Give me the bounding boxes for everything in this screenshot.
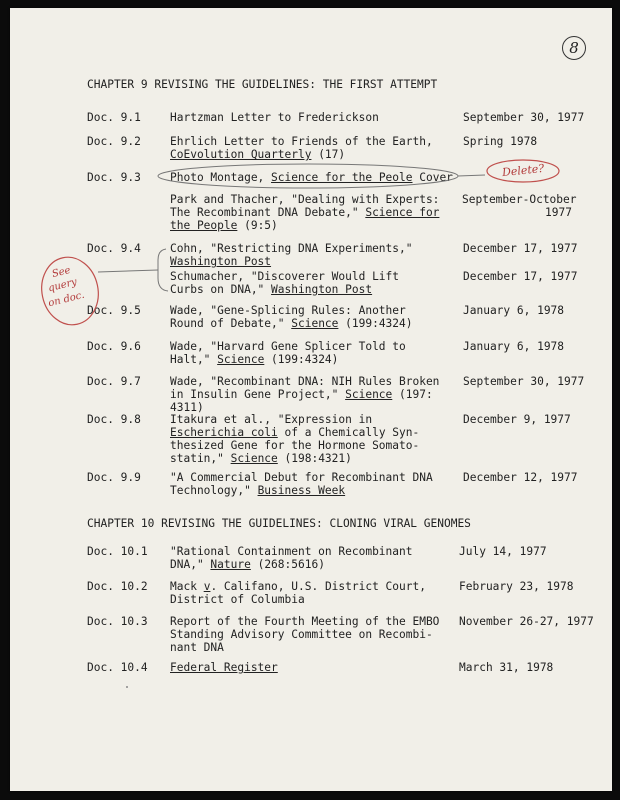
doc-number: Doc. 9.1 — [87, 111, 141, 124]
doc-title: Cohn, "Restricting DNA Experiments," — [170, 242, 413, 255]
doc-title-line: Washington Post — [271, 283, 373, 296]
doc-number: Doc. 9.6 — [87, 340, 141, 353]
doc-number: Doc. 10.1 — [87, 545, 148, 558]
doc-title: Mack v. Califano, U.S. District Court, — [170, 580, 426, 593]
doc-title-line: Science — [345, 388, 393, 401]
pencil-connector — [98, 270, 158, 272]
doc-title: Hartzman Letter to Frederickson — [170, 111, 379, 124]
doc-title-line: Science — [291, 317, 339, 330]
doc-title: thesized Gene for the Hormone Somato- — [170, 439, 420, 452]
chapter-heading: CHAPTER 9 REVISING THE GUIDELINES: THE FIRST ATTEMPT — [87, 78, 438, 91]
doc-title: Standing Advisory Committee on Recombi- — [170, 628, 433, 641]
doc-title-line: Science — [230, 452, 278, 465]
doc-title: The Recombinant DNA Debate," Science for — [170, 206, 440, 219]
doc-title-line: CoEvolution Quarterly — [170, 148, 312, 161]
doc-title: statin," Science (198:4321) — [170, 452, 352, 465]
doc-title: Washington Post — [170, 255, 272, 268]
doc-title: DNA," Nature (268:5616) — [170, 558, 325, 571]
doc-title: Round of Debate," Science (199:4324) — [170, 317, 413, 330]
doc-number: Doc. 9.7 — [87, 375, 141, 388]
doc-number: Doc. 9.9 — [87, 471, 141, 484]
doc-title-line: Science — [217, 353, 265, 366]
doc-date: November 26-27, 1977 — [459, 615, 594, 628]
doc-title: the People (9:5) — [170, 219, 278, 232]
doc-number: Doc. 10.2 — [87, 580, 148, 593]
doc-date: September-October — [462, 193, 577, 206]
doc-title-line: Science for — [365, 206, 440, 219]
doc-date: January 6, 1978 — [463, 340, 565, 353]
doc-title: Itakura et al., "Expression in — [170, 413, 373, 426]
margin-note: See — [50, 264, 72, 281]
doc-number: Doc. 10.4 — [87, 661, 148, 674]
doc-title: "A Commercial Debut for Recombinant DNA — [170, 471, 433, 484]
doc-title: Ehrlich Letter to Friends of the Earth, — [170, 135, 433, 148]
doc-date: February 23, 1978 — [459, 580, 574, 593]
doc-number: Doc. 9.5 — [87, 304, 141, 317]
doc-title-line: Escherichia coli — [170, 426, 278, 439]
doc-number: Doc. 9.3 — [87, 171, 141, 184]
doc-date: July 14, 1977 — [459, 545, 547, 558]
doc-title: Photo Montage, Science for the Peole Cover — [170, 171, 453, 184]
doc-title: nant DNA — [170, 641, 224, 654]
doc-title-line: Nature — [210, 558, 251, 571]
doc-number: Doc. 9.2 — [87, 135, 141, 148]
doc-title: Wade, "Recombinant DNA: NIH Rules Broken — [170, 375, 440, 388]
pencil-oval — [158, 164, 458, 188]
doc-date: December 9, 1977 — [463, 413, 571, 426]
doc-date: December 12, 1977 — [463, 471, 578, 484]
doc-title: Wade, "Gene-Splicing Rules: Another — [170, 304, 406, 317]
doc-date: September 30, 1977 — [463, 375, 585, 388]
pencil-dot — [126, 686, 128, 688]
delete-note: Delete? — [501, 161, 545, 180]
doc-title: Park and Thacher, "Dealing with Experts: — [170, 193, 440, 206]
doc-title: 4311) — [170, 401, 204, 414]
doc-title: in Insulin Gene Project," Science (197: — [170, 388, 433, 401]
doc-title: Halt," Science (199:4324) — [170, 353, 339, 366]
annotation-marks — [10, 8, 612, 791]
doc-title: Curbs on DNA," Washington Post — [170, 283, 373, 296]
doc-date: December 17, 1977 — [463, 242, 578, 255]
margin-note: on doc. — [47, 289, 86, 310]
doc-date: Spring 1978 — [463, 135, 538, 148]
doc-date: January 6, 1978 — [463, 304, 565, 317]
doc-title: "Rational Containment on Recombinant — [170, 545, 413, 558]
document-page — [10, 8, 612, 791]
doc-date: December 17, 1977 — [463, 270, 578, 283]
pencil-bracket — [158, 249, 168, 291]
doc-title: Technology," Business Week — [170, 484, 346, 497]
doc-title: Escherichia coli of a Chemically Syn- — [170, 426, 420, 439]
doc-date: 1977 — [545, 206, 572, 219]
doc-number: Doc. 9.8 — [87, 413, 141, 426]
doc-title-line: v — [203, 580, 211, 593]
doc-title-line: the People — [170, 219, 238, 232]
doc-number: Doc. 10.3 — [87, 615, 148, 628]
doc-title-line: Science for the Peole — [271, 171, 413, 184]
chapter-heading: CHAPTER 10 REVISING THE GUIDELINES: CLONING VIRAL GENOMES — [87, 517, 471, 530]
doc-date: March 31, 1978 — [459, 661, 554, 674]
doc-title: Schumacher, "Discoverer Would Lift — [170, 270, 400, 283]
doc-title: District of Columbia — [170, 593, 305, 606]
doc-title: Federal Register — [170, 661, 278, 674]
doc-title: CoEvolution Quarterly (17) — [170, 148, 346, 161]
doc-title: Report of the Fourth Meeting of the EMBO — [170, 615, 440, 628]
doc-title-line: Business Week — [257, 484, 346, 497]
margin-note: query — [47, 276, 79, 295]
doc-title: Wade, "Harvard Gene Splicer Told to — [170, 340, 406, 353]
doc-number: Doc. 9.4 — [87, 242, 141, 255]
page-number: 8 — [562, 36, 586, 60]
pencil-connector — [458, 175, 485, 176]
doc-date: September 30, 1977 — [463, 111, 585, 124]
